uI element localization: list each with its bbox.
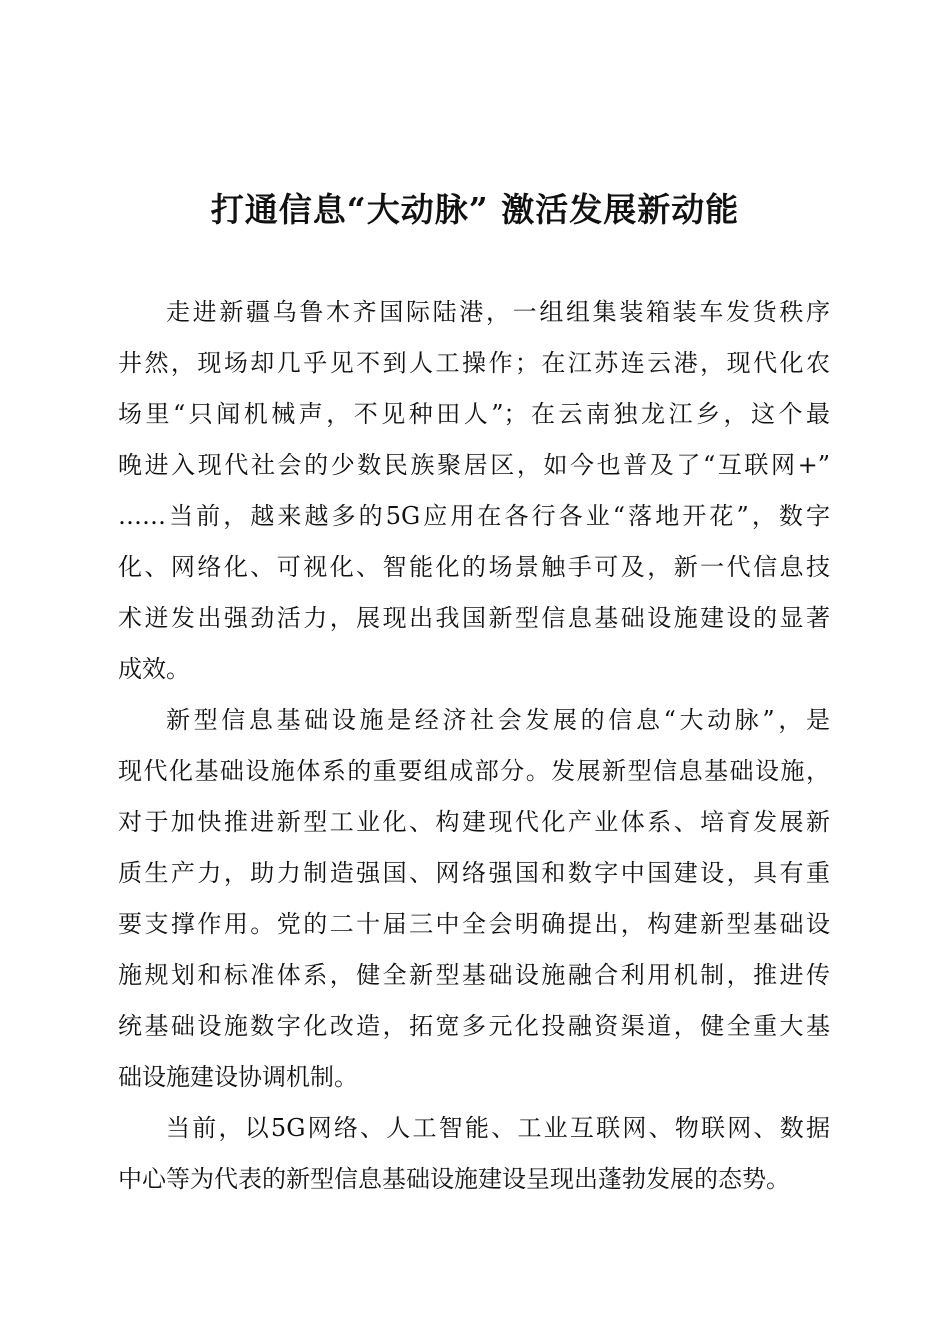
text-line: 当前，以5G网络、人工智能、工业互联网、物联网、数据 bbox=[166, 1114, 830, 1142]
paragraph-2 bbox=[118, 700, 830, 1108]
text-line: 新型信息基础设施是经济社会发展的信息“大动脉”，是 bbox=[166, 706, 830, 734]
text-line: 要支撑作用。党的二十届三中全会明确提出，构建新型基础设 bbox=[118, 910, 830, 938]
text-line: 井然，现场却几乎见不到人工操作；在江苏连云港，现代化农 bbox=[118, 349, 830, 377]
text-line: 场里“只闻机械声，不见种田人”；在云南独龙江乡，这个最 bbox=[118, 400, 830, 428]
text-line: ……当前，越来越多的5G应用在各行各业“落地开花”，数字 bbox=[118, 502, 830, 530]
text-line: 础设施建设协调机制。 bbox=[118, 1063, 358, 1091]
text-line: 质生产力，助力制造强国、网络强国和数字中国建设，具有重 bbox=[118, 859, 830, 887]
paragraph-3 bbox=[118, 1108, 830, 1210]
page-title: 打通信息“大动脉” 激活发展新动能 bbox=[210, 190, 740, 229]
text-line: 晚进入现代社会的少数民族聚居区，如今也普及了“互联网+” bbox=[118, 451, 830, 479]
text-line: 统基础设施数字化改造，拓宽多元化投融资渠道，健全重大基 bbox=[118, 1012, 830, 1040]
text-line: 走进新疆乌鲁木齐国际陆港，一组组集装箱装车发货秩序 bbox=[166, 298, 830, 326]
text-line: 现代化基础设施体系的重要组成部分。发展新型信息基础设施， bbox=[118, 757, 830, 785]
text-line: 对于加快推进新型工业化、构建现代化产业体系、培育发展新 bbox=[118, 808, 830, 836]
text-line: 施规划和标准体系，健全新型基础设施融合利用机制，推进传 bbox=[118, 961, 830, 989]
text-line: 成效。 bbox=[118, 655, 190, 683]
paragraph-1 bbox=[118, 292, 830, 700]
text-line: 术迸发出强劲活力，展现出我国新型信息基础设施建设的显著 bbox=[118, 604, 830, 632]
text-line: 化、网络化、可视化、智能化的场景触手可及，新一代信息技 bbox=[118, 553, 830, 581]
article-body bbox=[118, 292, 830, 1210]
text-line: 中心等为代表的新型信息基础设施建设呈现出蓬勃发展的态势。 bbox=[118, 1165, 790, 1193]
